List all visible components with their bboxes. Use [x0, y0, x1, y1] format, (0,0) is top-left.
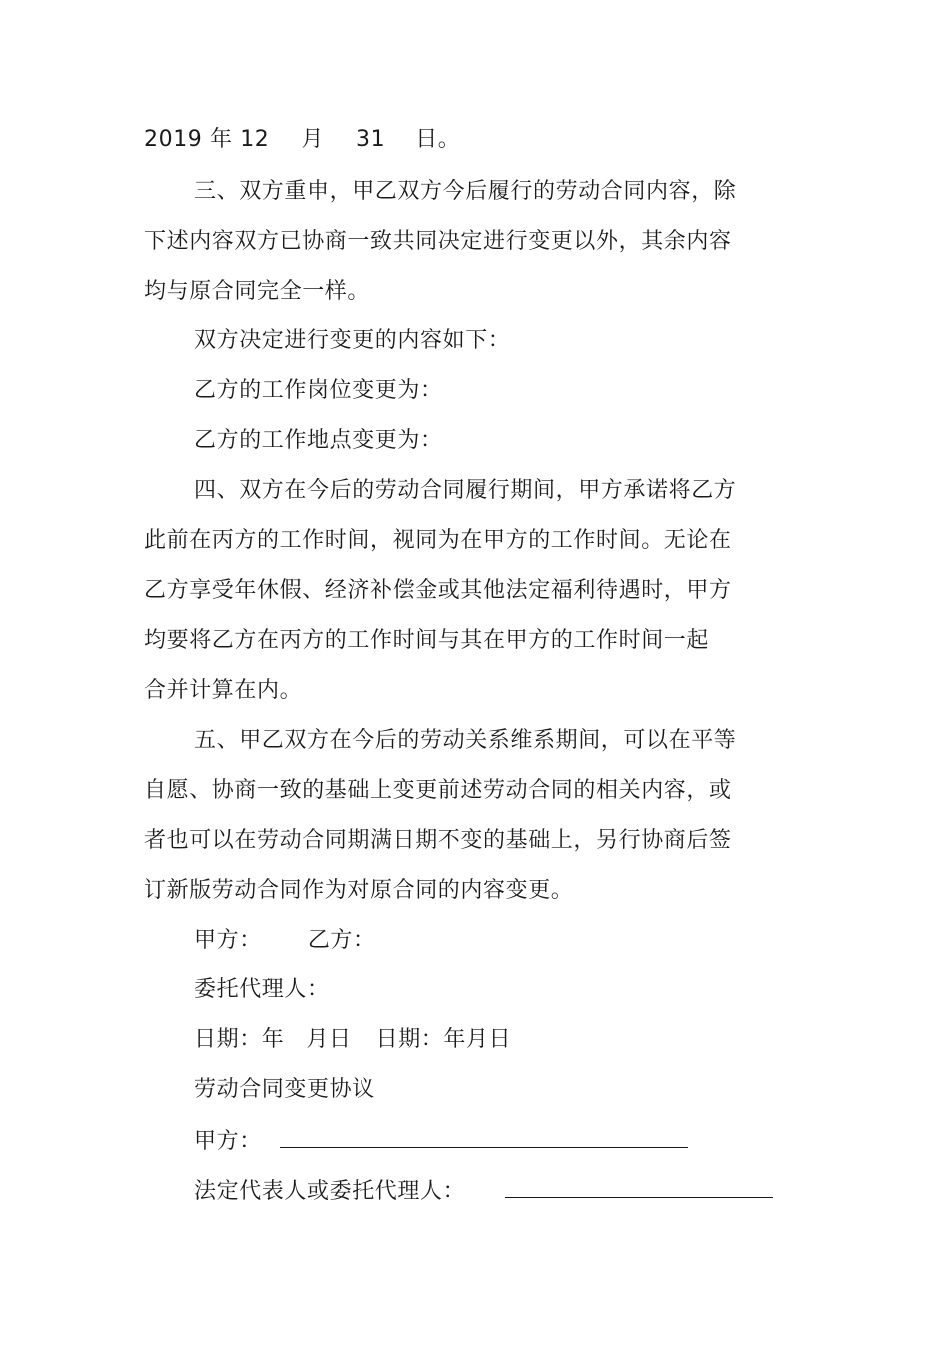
paragraph-line: 自愿、协商一致的基础上变更前述劳动合同的相关内容，或	[144, 778, 732, 803]
paragraph-line: 下述内容双方已协商一致共同决定进行变更以外，其余内容	[144, 229, 732, 254]
paragraph-line: 者也可以在劳动合同期满日期不变的基础上，另行协商后签	[144, 828, 732, 853]
paragraph-line: 合并计算在内。	[144, 678, 303, 703]
form-rep-label: 法定代表人或委托代理人：	[194, 1179, 466, 1204]
paragraph-line: 此前在丙方的工作时间，视同为在甲方的工作时间。无论在	[144, 528, 732, 553]
signature-dates	[194, 1025, 511, 1055]
paragraph-line: 乙方享受年休假、经济补偿金或其他法定福利待遇时，甲方	[144, 578, 732, 603]
paragraph-line: 四、双方在今后的劳动合同履行期间，甲方承诺将乙方	[194, 478, 737, 503]
date-day: 31	[356, 127, 386, 152]
paragraph-line: 订新版劳动合同作为对原合同的内容变更。	[144, 878, 574, 903]
date-b-label: 日期：年月日	[375, 1027, 512, 1052]
rep-blank[interactable]	[505, 1175, 773, 1198]
paragraph-line: 五、甲乙双方在今后的劳动关系维系期间，可以在平等	[194, 728, 737, 753]
party-a-blank[interactable]	[280, 1125, 688, 1148]
date-day-char: 日。	[415, 127, 461, 152]
paragraph-line: 乙方的工作地点变更为：	[194, 428, 443, 453]
date-a-label: 日期：年	[194, 1027, 285, 1052]
date-line	[144, 125, 460, 155]
agent-label: 委托代理人：	[194, 977, 330, 1002]
party-a-label: 甲方：	[194, 928, 262, 953]
party-b-label: 乙方：	[307, 928, 376, 953]
agreement-title: 劳动合同变更协议	[194, 1077, 375, 1102]
form-party-a	[194, 1125, 688, 1157]
form-rep	[194, 1175, 773, 1207]
date-month: 12	[240, 127, 270, 152]
form-party-a-label: 甲方：	[194, 1129, 262, 1154]
paragraph-line: 三、双方重申，甲乙双方今后履行的劳动合同内容，除	[194, 179, 737, 204]
date-year: 2019	[144, 127, 203, 152]
date-month-char: 月	[301, 127, 324, 152]
date-a-rest: 月日	[306, 1027, 352, 1052]
paragraph-line: 均要将乙方在丙方的工作时间与其在甲方的工作时间一起	[144, 628, 710, 653]
date-year-char: 年	[209, 127, 233, 152]
paragraph-line: 乙方的工作岗位变更为：	[194, 378, 443, 403]
paragraph-line: 均与原合同完全一样。	[144, 279, 371, 304]
signature-parties	[194, 926, 376, 956]
paragraph-line: 双方决定进行变更的内容如下：	[194, 328, 511, 353]
